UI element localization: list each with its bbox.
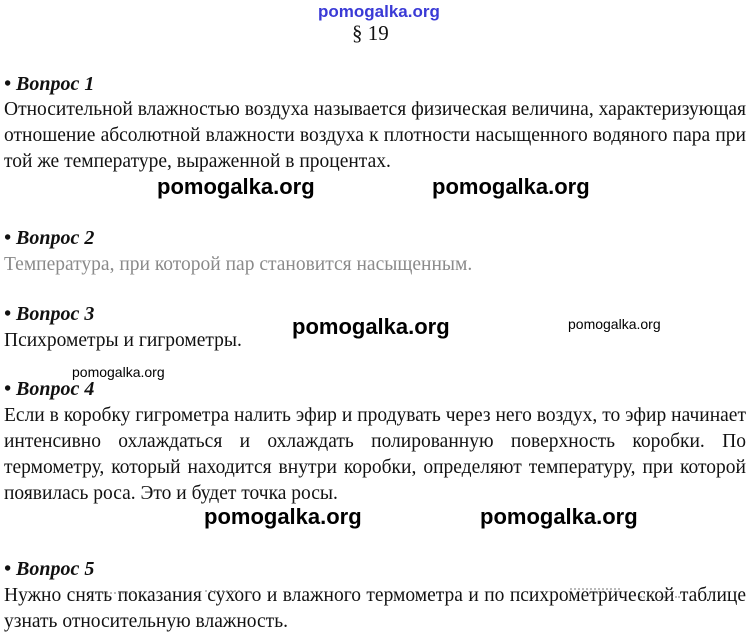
watermark-text: pomogalka.org (432, 174, 590, 199)
watermark-text: pomogalka.org (72, 364, 165, 380)
question-5-title: • Вопрос 5 (4, 558, 95, 580)
scribble-mark (570, 588, 620, 596)
question-1-title: • Вопрос 1 (4, 73, 95, 95)
scribble-mark (205, 590, 240, 598)
question-3-title: • Вопрос 3 (4, 303, 95, 325)
section-number: § 19 (352, 21, 389, 45)
scribble-mark (95, 592, 135, 600)
watermark-text: pomogalka.org (204, 504, 362, 529)
site-watermark-top: pomogalka.org (318, 2, 440, 21)
question-2-answer: Температура, при которой пар становится насыщенным. (4, 254, 473, 275)
question-1-answer: Относительной влажностью воздуха называется физическая величина, характеризующая отношение абсолютной влажности воздуха к плотности насыщенного водяного пара при той же температуре, выраженной в процентах. (4, 99, 746, 172)
question-5-answer: Нужно снять показания сухого и влажного термометра и по психрометрической таблице узнать относительную влажность. (4, 585, 746, 632)
watermark-text: pomogalka.org (292, 314, 450, 339)
question-4-title: • Вопрос 4 (4, 378, 95, 400)
question-4-answer: Если в коробку гигрометра налить эфир и продувать через него воздух, то эфир начинает интенсивно охлаждаться и охлаждать полированную поверхность коробки. По термометру, который находится внутри коробки, определяют температуру, при которой появилась роса. Это и будет точка росы. (4, 405, 746, 504)
scribble-mark (640, 596, 680, 604)
watermark-text: pomogalka.org (568, 316, 661, 332)
watermark-text: pomogalka.org (480, 504, 638, 529)
watermark-text: pomogalka.org (157, 174, 315, 199)
question-3-answer: Психрометры и гигрометры. (4, 330, 242, 351)
question-2-title: • Вопрос 2 (4, 227, 95, 249)
